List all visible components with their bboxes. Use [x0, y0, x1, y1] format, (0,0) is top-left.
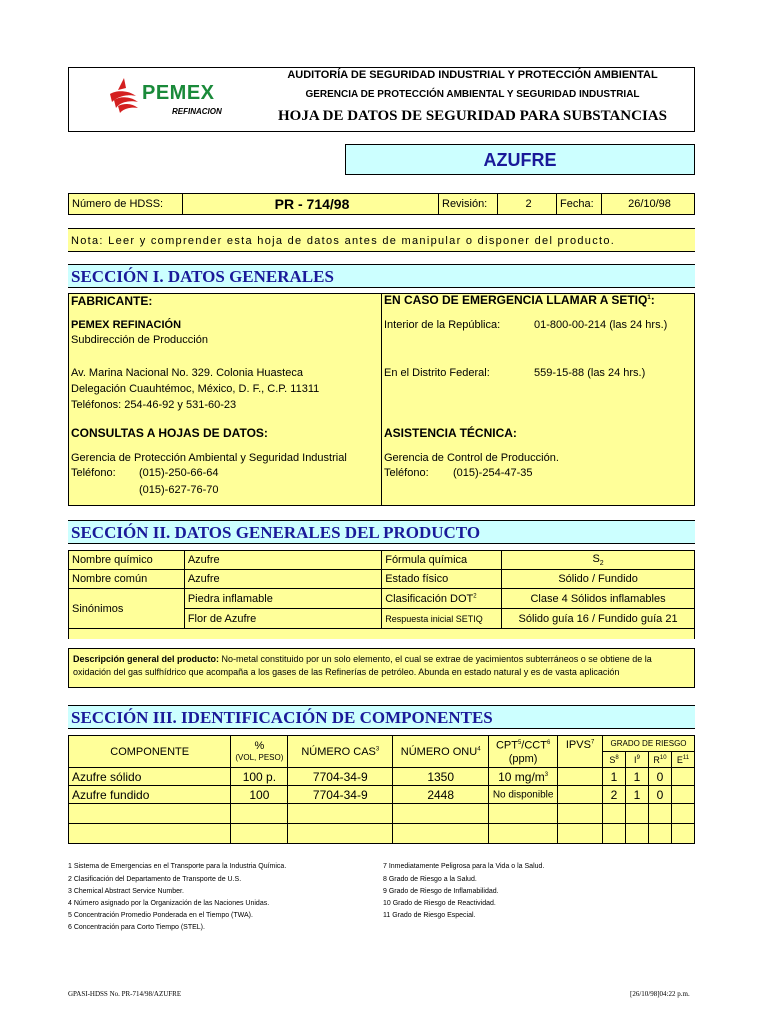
- empty-cell: [489, 824, 558, 844]
- component-cpt: 10 $mg/m^3$: [489, 768, 558, 786]
- header-r: $R^{10}$: [648, 752, 671, 768]
- empty-cell: [288, 824, 393, 844]
- consultas-office: Gerencia de Protección Ambiental y Seguridad Industrial: [71, 452, 347, 464]
- df-phone: 559-15-88 (las 24 hrs.): [534, 367, 646, 379]
- header-componente: COMPONENTE: [69, 736, 231, 768]
- footnote-3: 3 Chemical Abstract Service Number.: [68, 888, 184, 895]
- empty-cell: [393, 824, 489, 844]
- consultas-tel-2: (015)-627-76-70: [139, 484, 219, 496]
- footnote-4: 4 Número asignado por la Organización de las Naciones Unidas.: [68, 900, 270, 907]
- footnote-6: 6 Concentración para Corto Tiempo (STEL).: [68, 924, 205, 931]
- table-row: [69, 589, 695, 609]
- component-cas: 7704-34-9: [288, 786, 393, 804]
- setiq-label: Respuesta inicial SETIQ: [382, 609, 502, 629]
- footnote-5: 5 Concentración Promedio Ponderada en el Tiempo (TWA).: [68, 912, 253, 919]
- asistencia-tel: (015)-254-47-35: [453, 467, 533, 479]
- interior-phone: 01-800-00-214 (las 24 hrs.): [534, 319, 668, 331]
- empty-cell: [558, 824, 603, 844]
- fabricante-subdirection: Subdirección de Producción: [71, 334, 208, 346]
- date-label: Fecha:: [556, 193, 602, 215]
- component-cpt: No disponible: [489, 786, 558, 804]
- header-e: $E^{11}$: [671, 752, 694, 768]
- logo-subtext: REFINACION: [172, 107, 222, 116]
- reading-note: Nota: Leer y comprender esta hoja de datos antes de manipular o disponer del producto.: [68, 228, 695, 252]
- table-row: [69, 786, 695, 804]
- component-name: Azufre sólido: [69, 768, 231, 786]
- consultas-tel-1: (015)-250-66-64: [139, 467, 219, 479]
- asistencia-tel-label: Teléfono:: [384, 467, 429, 479]
- header-i: $I^9$: [626, 752, 649, 768]
- empty-cell: [626, 804, 649, 824]
- footer-timestamp: [26/10/98]04:22 p.m.: [630, 990, 690, 998]
- table-row: [69, 824, 695, 844]
- logo-text: PEMEX: [142, 82, 215, 104]
- asistencia-label: ASISTENCIA TÉCNICA:: [384, 426, 517, 440]
- footnote-10: 10 Grado de Riesgo de Reactividad.: [383, 900, 496, 907]
- component-percent: 100: [231, 786, 288, 804]
- footnote-7: 7 Inmediatamente Peligrosa para la Vida o la Salud.: [383, 863, 545, 870]
- footer-doc-id: GPASI-HDSS No. PR-714/98/AZUFRE: [68, 990, 182, 998]
- component-risk-s: 2: [603, 786, 626, 804]
- table-row: [69, 570, 695, 589]
- empty-cell: [671, 804, 694, 824]
- nombre-quimico-value: Azufre: [184, 551, 381, 570]
- header-line-1: AUDITORÍA DE SEGURIDAD INDUSTRIAL Y PROTECCIÓN AMBIENTAL: [287, 69, 658, 81]
- address-line-2: Delegación Cuauhtémoc, México, D. F., C.P. 11311: [71, 383, 320, 395]
- component-risk-r: 0: [648, 786, 671, 804]
- section-1-title: SECCIÓN I. DATOS GENERALES: [68, 264, 695, 288]
- footnote-2: 2 Clasificación del Departamento de Transporte de U.S.: [68, 876, 242, 883]
- component-onu: 2448: [393, 786, 489, 804]
- description-label: Descripción general del producto:: [73, 654, 220, 664]
- sinonimo-2: Flor de Azufre: [184, 609, 381, 629]
- table-row: [69, 768, 695, 786]
- emergency-label: EN CASO DE EMERGENCIA LLAMAR A SETIQ$^1$:: [384, 293, 655, 307]
- header-cas: NÚMERO CAS$^3$: [288, 736, 393, 768]
- header-line-3: HOJA DE DATOS DE SEGURIDAD PARA SUBSTANCIAS: [278, 108, 667, 124]
- pemex-logo: [106, 76, 226, 120]
- interior-label: Interior de la República:: [384, 319, 501, 331]
- components-table: [68, 735, 695, 844]
- table-row: [69, 551, 695, 570]
- component-name: Azufre fundido: [69, 786, 231, 804]
- sinonimos-label: Sinónimos: [69, 589, 185, 629]
- setiq-value: Sólido guía 16 / Fundido guía 21: [502, 609, 695, 629]
- empty-cell: [671, 824, 694, 844]
- component-risk-i: 1: [626, 768, 649, 786]
- component-cas: 7704-34-9: [288, 768, 393, 786]
- formula-label: Fórmula química: [382, 551, 502, 570]
- estado-label: Estado físico: [382, 570, 502, 589]
- empty-cell: [231, 824, 288, 844]
- pemex-eagle-icon: [106, 76, 142, 114]
- description-text: No-metal constituido por un solo elemento, el cual se extrae de yacimientos subterráneos o se obtiene de la oxidación del gas sulfhídrico que acompaña a los gases de las Refinerías de petróleo. Abunda en estado natural y es de vasta aplicación: [73, 654, 652, 677]
- empty-cell: [231, 804, 288, 824]
- header-percent: % (VOL, PESO): [231, 736, 288, 768]
- empty-cell: [648, 804, 671, 824]
- section-2-title: SECCIÓN II. DATOS GENERALES DEL PRODUCTO: [68, 520, 695, 544]
- footnote-9: 9 Grado de Riesgo de Inflamabilidad.: [383, 888, 499, 895]
- header-ipvs: IPVS$^7$: [558, 736, 603, 768]
- revision-value: 2: [497, 193, 557, 215]
- date-value: 26/10/98: [601, 193, 695, 215]
- component-risk-i: 1: [626, 786, 649, 804]
- table-row: [69, 804, 695, 824]
- component-risk-s: 1: [603, 768, 626, 786]
- header-line-2: GERENCIA DE PROTECCIÓN AMBIENTAL Y SEGURIDAD INDUSTRIAL: [305, 89, 640, 100]
- hdss-number-label: Número de HDSS:: [68, 193, 183, 215]
- revision-label: Revisión:: [438, 193, 498, 215]
- fabricante-label: FABRICANTE:: [71, 294, 153, 308]
- component-ipvs: [558, 768, 603, 786]
- dot-value: Clase 4 Sólidos inflamables: [502, 589, 695, 609]
- header-cpt-cct: CPT$^5$/CCT$^6$ (ppm): [489, 736, 558, 768]
- header-grado-riesgo: GRADO DE RIESGO: [603, 736, 695, 752]
- footnote-11: 11 Grado de Riesgo Especial.: [383, 912, 476, 919]
- formula-value: $S_2$: [502, 551, 695, 570]
- empty-cell: [626, 824, 649, 844]
- product-data-table: [68, 550, 695, 639]
- empty-cell: [393, 804, 489, 824]
- empty-cell: [489, 804, 558, 824]
- empty-cell: [603, 804, 626, 824]
- df-label: En el Distrito Federal:: [384, 367, 490, 379]
- header-s: $S^8$: [603, 752, 626, 768]
- empty-cell: [558, 804, 603, 824]
- nombre-comun-value: Azufre: [184, 570, 381, 589]
- nombre-quimico-label: Nombre químico: [69, 551, 185, 570]
- component-risk-e: [671, 786, 694, 804]
- fabricante-name: PEMEX REFINACIÓN: [71, 319, 182, 331]
- empty-cell: [288, 804, 393, 824]
- address-phones: Teléfonos: 254-46-92 y 531-60-23: [71, 399, 237, 411]
- component-risk-e: [671, 768, 694, 786]
- estado-value: Sólido / Fundido: [502, 570, 695, 589]
- substance-title: AZUFRE: [345, 144, 695, 175]
- component-percent: 100 p.: [231, 768, 288, 786]
- section-3-title: SECCIÓN III. IDENTIFICACIÓN DE COMPONENTES: [68, 705, 695, 729]
- nombre-comun-label: Nombre común: [69, 570, 185, 589]
- empty-cell: [69, 824, 231, 844]
- component-risk-r: 0: [648, 768, 671, 786]
- empty-cell: [69, 804, 231, 824]
- header-onu: NÚMERO ONU$^4$: [393, 736, 489, 768]
- empty-cell: [603, 824, 626, 844]
- sinonimo-1: Piedra inflamable: [184, 589, 381, 609]
- consultas-label: CONSULTAS A HOJAS DE DATOS:: [71, 426, 268, 440]
- asistencia-office: Gerencia de Control de Producción.: [384, 452, 559, 464]
- component-ipvs: [558, 786, 603, 804]
- empty-cell: [648, 824, 671, 844]
- section-1-divider: [381, 293, 382, 506]
- footnote-8: 8 Grado de Riesgo a la Salud.: [383, 876, 477, 883]
- hdss-number-value: PR - 714/98: [182, 193, 439, 215]
- address-line-1: Av. Marina Nacional No. 329. Colonia Huasteca: [71, 367, 303, 379]
- component-onu: 1350: [393, 768, 489, 786]
- product-description: [68, 648, 695, 688]
- spacer-cell: [69, 629, 695, 639]
- footnote-1: 1 Sistema de Emergencias en el Transporte para la Industria Química.: [68, 863, 287, 870]
- consultas-tel-label: Teléfono:: [71, 467, 116, 479]
- dot-label: Clasificación DOT$^2$: [382, 589, 502, 609]
